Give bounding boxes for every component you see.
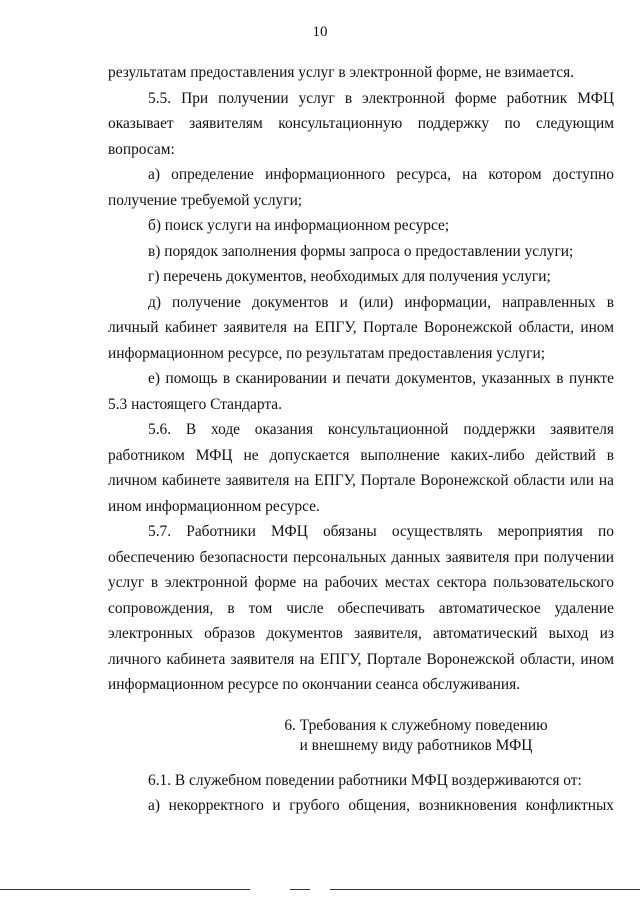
list-item-v: в) порядок заполнения формы запроса о предоставлении услуги; bbox=[148, 242, 574, 260]
list-item-b: б) поиск услуги на информационном ресурсе; bbox=[148, 217, 450, 234]
list-item-a-6-1: а) некорректного и грубого общения, возникновения конфликтных bbox=[148, 797, 614, 814]
paragraph-5-6: 5.6. В ходе оказания консультационной поддержки заявителя работником МФЦ не допускается выполнение каких-либо действий в личном кабинете заявителя на ЕПГУ, Портале Воронежской области или на ином информационном ресурсе. bbox=[108, 421, 614, 515]
paragraph-6-1: 6.1. В служебном поведении работники МФЦ воздерживаются от: bbox=[148, 771, 582, 789]
section-heading-line2: и внешнему виду работников МФЦ bbox=[299, 736, 533, 754]
section-heading bbox=[218, 716, 614, 756]
footer-rule bbox=[0, 889, 250, 890]
footer-rule-fragment bbox=[290, 889, 310, 890]
section-heading-line1: 6. Требования к служебному поведению bbox=[284, 716, 548, 734]
paragraph-continuation: результатам предоставления услуг в электронной форме, не взимается. bbox=[108, 64, 575, 81]
page-number: 10 bbox=[312, 24, 328, 40]
list-item-a: а) определение информационного ресурса, на котором доступно получение требуемой услуги; bbox=[108, 166, 614, 209]
footer-rule-right bbox=[330, 889, 640, 890]
paragraph-5-7: 5.7. Работники МФЦ обязаны осуществлять мероприятия по обеспечению безопасности персональных данных заявителя при получении услуг в электронной форме на рабочих местах сектора пользовательского сопровождения, в том числе обеспечивать автоматическое удаление электронных образов документов заявителя, автоматический выход из личного кабинета заявителя на ЕПГУ, Портале Воронежской области, ином информационном ресурсе по окончании сеанса обслуживания. bbox=[108, 523, 614, 693]
document-body bbox=[108, 60, 614, 819]
paragraph-5-5: 5.5. При получении услуг в электронной форме работник МФЦ оказывает заявителям консультационную поддержку по следующим вопросам: bbox=[108, 89, 614, 158]
list-item-g: г) перечень документов, необходимых для получения услуги; bbox=[148, 268, 551, 285]
list-item-d: д) получение документов и (или) информации, направленных в личный кабинет заявителя на ЕПГУ, Портале Воронежской области, ином информационном ресурсе, по результатам предоставления услуги; bbox=[108, 293, 614, 362]
list-item-e: е) помощь в сканировании и печати документов, указанных в пункте 5.3 настоящего Стандарта. bbox=[108, 370, 614, 413]
